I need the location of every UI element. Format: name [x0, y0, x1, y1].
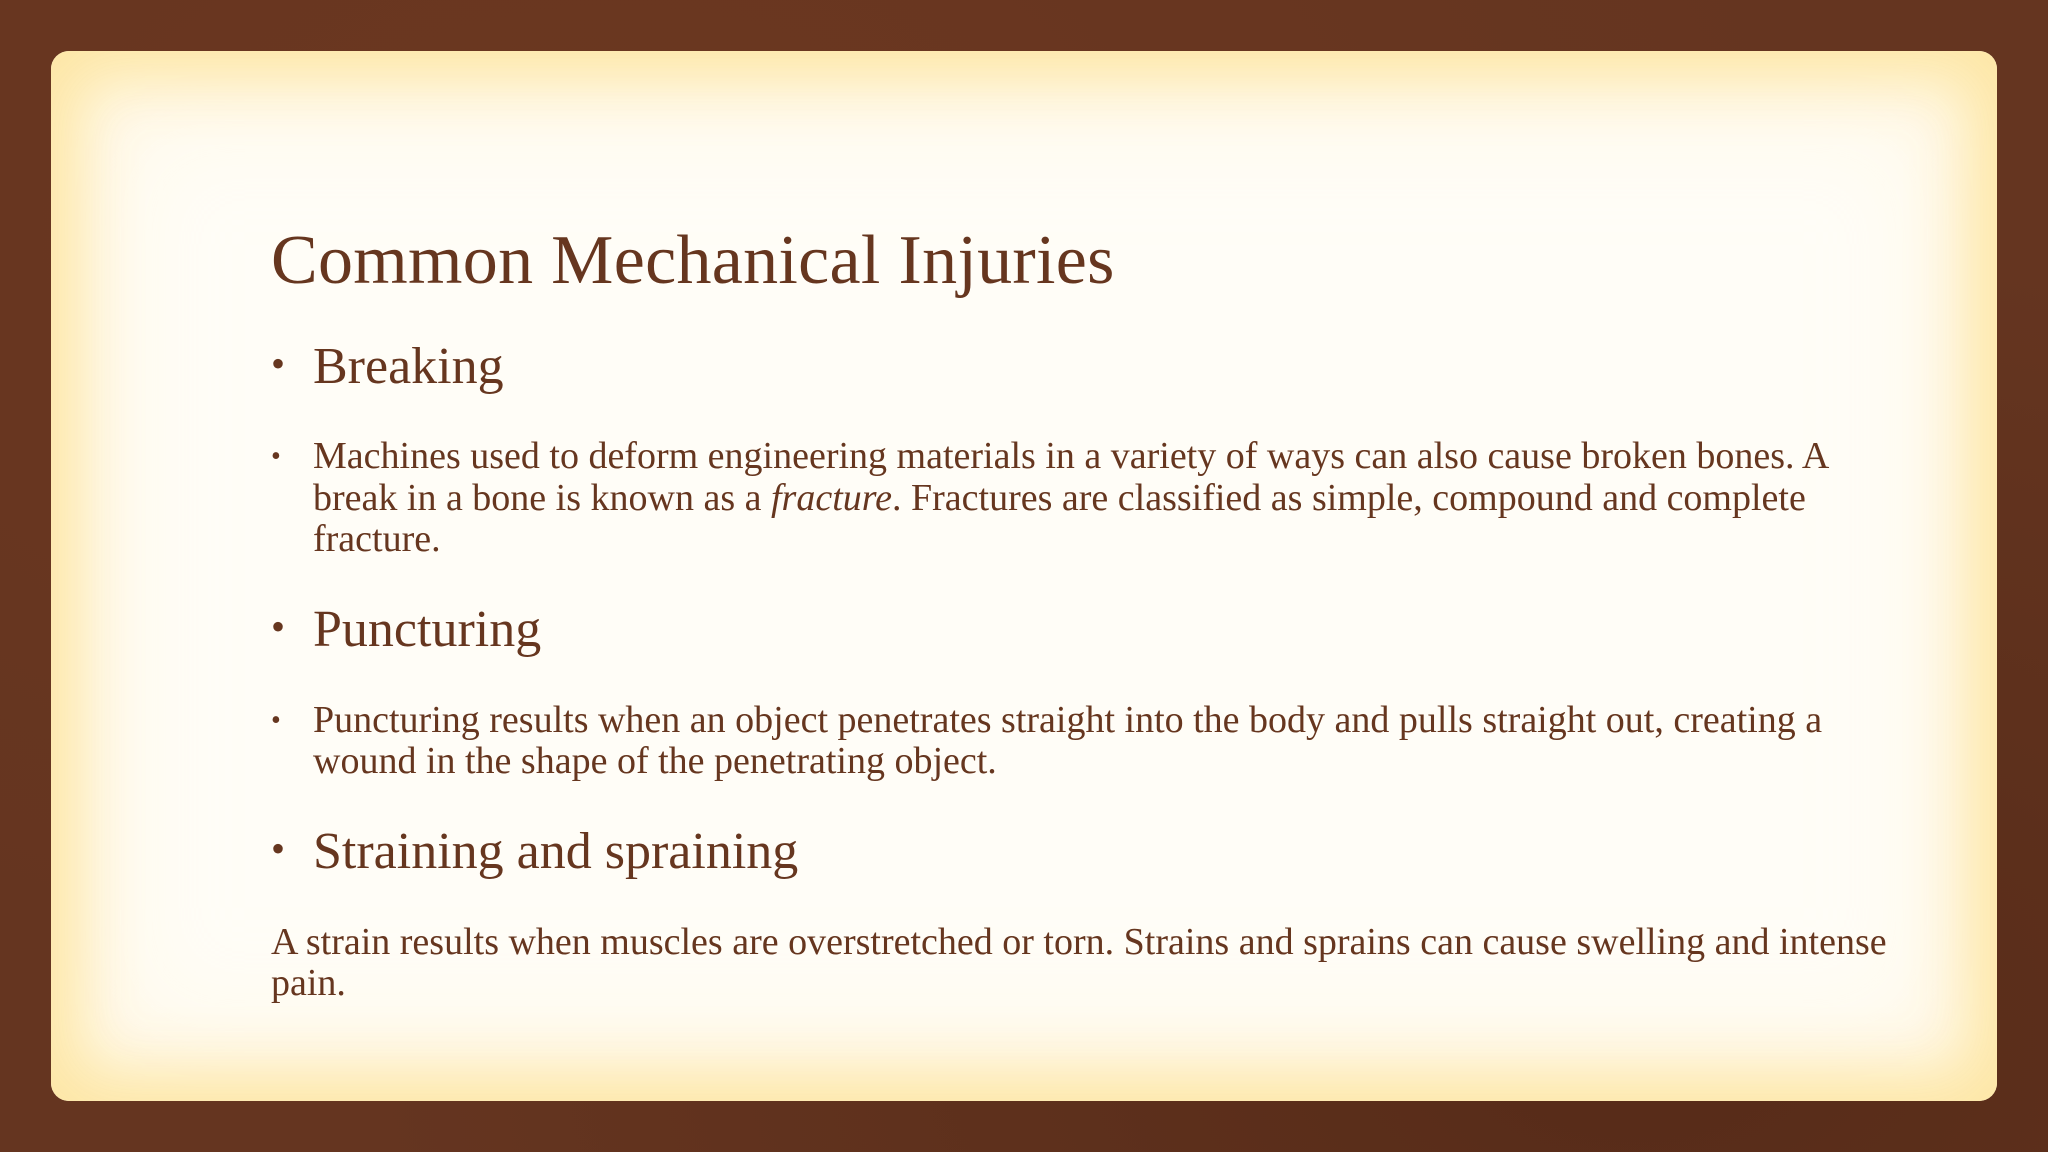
- puncturing-detail-text: Puncturing results when an object penetrates straight into the body and pulls straight out, creating a wound in the shape of the penetrating object.: [313, 698, 1823, 783]
- strain-paragraph: A strain results when muscles are overstretched or torn. Strains and sprains can cause swelling and intense pain.: [271, 920, 1887, 1005]
- breaking-detail-text: [313, 435, 1827, 561]
- bullet-icon: •: [271, 704, 281, 736]
- bullet-icon: •: [271, 340, 286, 386]
- bullet-icon: •: [271, 440, 281, 472]
- slide-content: [271, 221, 1911, 1005]
- bullet-list: [271, 336, 1911, 884]
- slide-title: Common Mechanical Injuries: [271, 222, 1115, 299]
- breaking-detail-end: . Fractures are classified as simple, compound and complete fracture.: [313, 476, 1806, 561]
- list-item-puncturing: [271, 599, 1911, 661]
- heading-breaking: Breaking: [313, 337, 504, 395]
- list-item-breaking-detail: [271, 436, 1911, 561]
- breaking-detail-start: Machines used to deform engineering materials in a variety of ways can also cause broken bones. A break in a bone is known as a: [313, 434, 1828, 519]
- list-item-breaking: [271, 336, 1911, 398]
- bullet-icon: •: [271, 604, 286, 650]
- bullet-icon: •: [271, 826, 286, 872]
- heading-straining: Straining and spraining: [313, 823, 799, 881]
- heading-puncturing: Puncturing: [313, 601, 542, 659]
- list-item-puncturing-detail: [271, 700, 1911, 784]
- fracture-term: fracture: [771, 476, 893, 519]
- list-item-straining: [271, 821, 1911, 883]
- slide-panel: [51, 51, 1997, 1101]
